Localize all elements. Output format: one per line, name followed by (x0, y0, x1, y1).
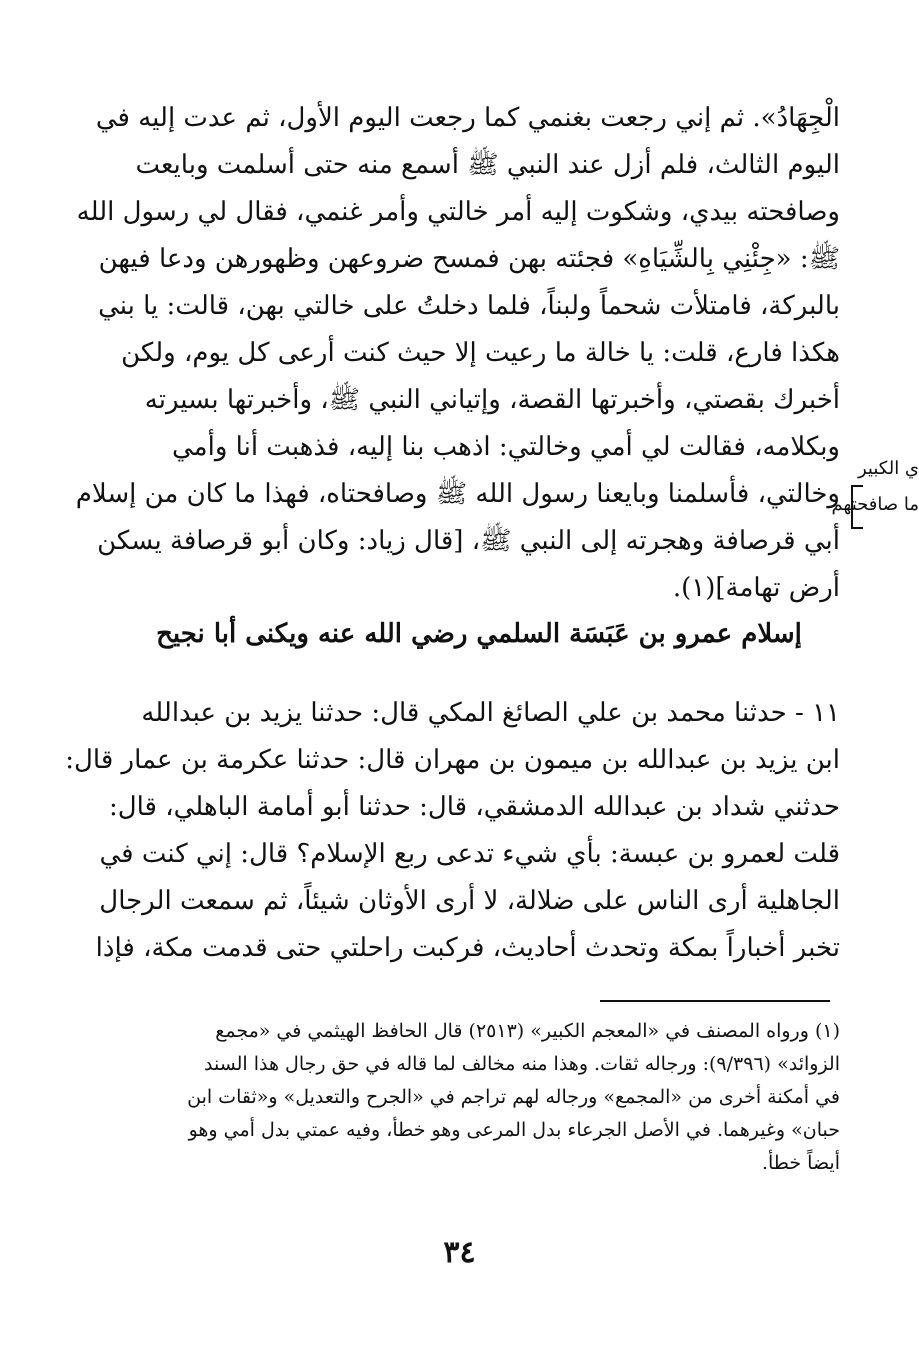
body-line: تخبر أخباراً بمكة وتحدث أحاديث، فركبت راحلتي حتى قدمت مكة، فإذا (95, 933, 840, 963)
footnote-line: (١) ورواه المصنف في «المعجم الكبير» (٢٥١٣) قال الحافظ الهيثمي في «مجمع (215, 1020, 840, 1042)
body-line: اليوم الثالث، فلم أزل عند النبي ﷺ أسمع منه حتى أسلمت وبايعت (135, 150, 840, 180)
body-line: الجاهلية أرى الناس على ضلالة، لا أرى الأوثان شيئاً، ثم سمعت الرجال (99, 886, 840, 916)
footnotes (118, 1015, 840, 1180)
body-line: بالبركة، فامتلأت شحماً ولبناً، فلما دخلتُ على خالتي بهن، قالت: يا بني (98, 291, 840, 321)
body-line: هكذا فارع، قلت: يا خالة ما رعيت إلا حيث كنت أرعى كل يوم، ولكن (121, 338, 840, 368)
section-heading: إسلام عمرو بن عَبَسَة السلمي رضي الله عنه ويكنى أبا نجيح (156, 619, 802, 649)
body-line: الْجِهَادُ». ثم إني رجعت بغنمي كما رجعت اليوم الأول، ثم عدت إليه في (95, 103, 840, 133)
footnote-divider (600, 1000, 830, 1002)
body-line: قلت لعمرو بن عبسة: بأي شيء تدعى ربع الإسلام؟ قال: إني كنت في (99, 839, 840, 869)
hadith-body-text (65, 690, 840, 972)
handwritten-margin-note: ما صافحتهم (831, 494, 919, 515)
body-line: ابن يزيد بن عبدالله بن ميمون بن مهران قال: حدثنا عكرمة بن عمار قال: (65, 745, 840, 775)
page-number: ٣٤ (443, 1235, 476, 1270)
body-line: أخبرك بقصتي، وأخبرتها القصة، وإتياني النبي ﷺ، وأخبرتها بسيرته (144, 385, 840, 415)
main-body-text (75, 95, 840, 612)
footnote-line: الزوائد» (٩/٣٩٦): ورجاله ثقات. وهذا منه مخالف لما قاله في حق رجال هذا السند (203, 1053, 840, 1075)
footnote-line: في أمكنة أخرى من «المجمع» ورجاله لهم تراجم في «الجرح والتعديل» و«ثقات ابن (187, 1086, 840, 1108)
body-line: ١١ - حدثنا محمد بن علي الصائغ المكي قال: حدثنا يزيد بن عبدالله (141, 698, 840, 728)
body-line: ﷺ: «جِئْنِي بِالشِّيَاهِ» فجئته بهن فمسح ضروعهن وظهورهن ودعا فيهن (98, 244, 840, 274)
body-line: أبي قرصافة وهجرته إلى النبي ﷺ، [قال زياد: وكان أبو قرصافة يسكن (97, 526, 840, 556)
body-line: وصافحته بيدي، وشكوت إليه أمر خالتي وأمر غنمي، فقال لي رسول الله (76, 197, 840, 227)
body-line: وخالتي، فأسلمنا وبايعنا رسول الله ﷺ وصافحتاه، فهذا ما كان من إسلام (75, 479, 840, 509)
footnote-line: أيضاً خطأ. (761, 1152, 840, 1174)
handwritten-margin-note: ي الكبير (857, 458, 919, 479)
body-line: حدثني شداد بن عبدالله الدمشقي، قال: حدثنا أبو أمامة الباهلي، قال: (108, 792, 840, 822)
footnote-line: حبان» وغيرهما. في الأصل الجرعاء بدل المرعى وهو خطأ، وفيه عمتي بدل أمي وهو (188, 1119, 840, 1141)
body-line: أرض تهامة](١). (672, 573, 840, 603)
body-line: وبكلامه، فقالت لي أمي وخالتي: اذهب بنا إليه، فذهبت أنا وأمي (172, 432, 840, 462)
